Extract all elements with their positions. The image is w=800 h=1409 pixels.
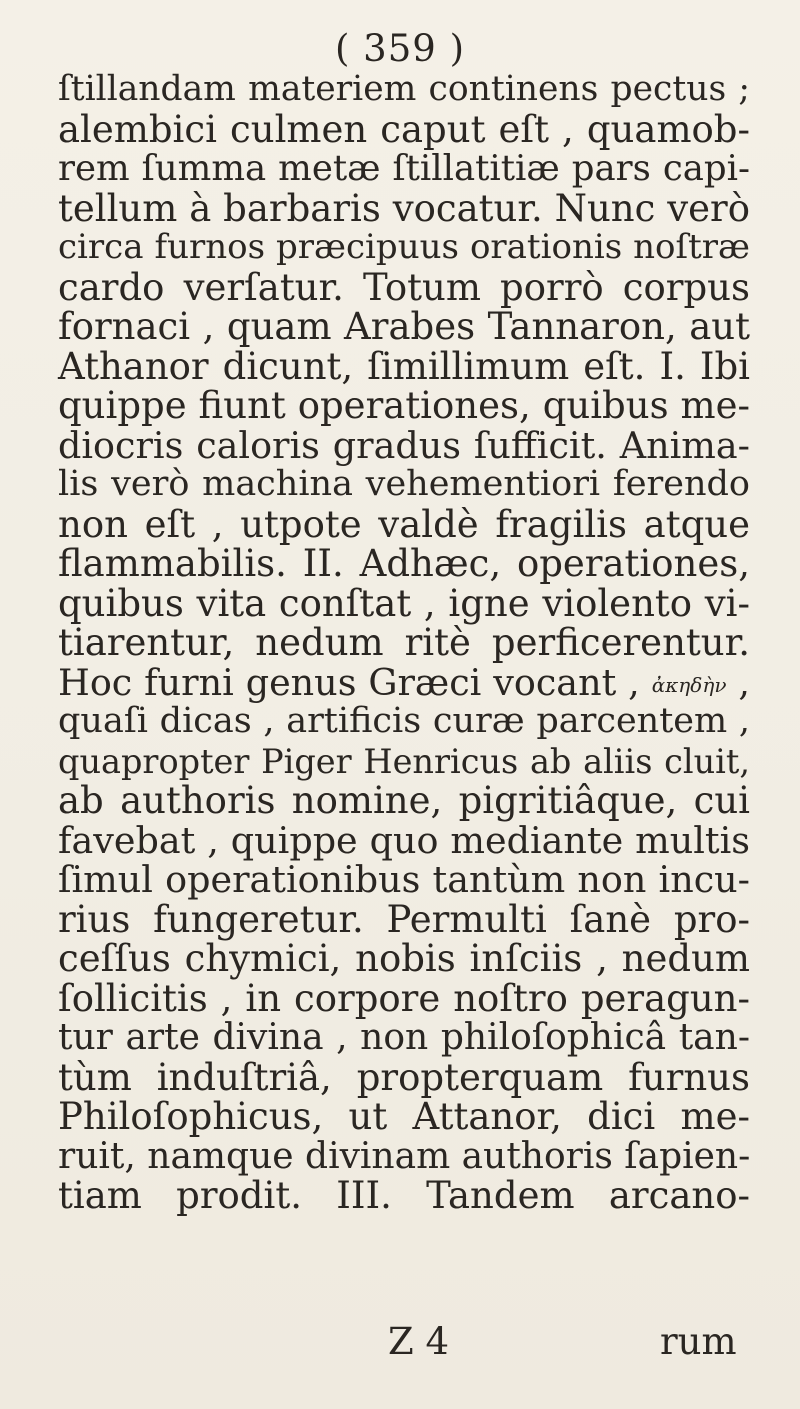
text-line: quippe fiunt operationes, quibus me- xyxy=(58,384,750,427)
catchword: rum xyxy=(660,1320,737,1363)
text-line: circa furnos præcipuus orationis noſtræ xyxy=(58,227,750,267)
text-line: Philoſophicus, ut Attanor, dici me- xyxy=(58,1095,750,1138)
text-line: tiam prodit. III. Tandem arcano- xyxy=(58,1174,750,1217)
text-segment: Hoc furni genus Græci vocant , xyxy=(58,660,640,704)
body-text xyxy=(58,70,750,1216)
text-line: rius fungeretur. Permulti ſanè pro- xyxy=(58,897,750,941)
signature-mark: Z 4 xyxy=(388,1320,450,1363)
text-line: ſimul operationibus tantùm non incu- xyxy=(58,858,750,901)
text-line: favebat , quippe quo mediante multis xyxy=(58,818,750,862)
greek-word: ἀκηδὴν xyxy=(651,672,727,697)
page-number-header: ( 359 ) xyxy=(334,27,465,70)
text-line: fornaci , quam Arabes Tannaron, aut xyxy=(58,305,750,348)
text-line-with-greek xyxy=(58,660,751,704)
text-line: quibus vita conſtat , igne violento vi- xyxy=(58,581,750,625)
text-line: tellum à barbaris vocatur. Nunc verò xyxy=(58,186,750,230)
text-line: rem ſumma metæ ſtillatitiæ pars capi- xyxy=(58,148,750,189)
text-line: lis verò machina vehementiori ferendo xyxy=(58,464,750,504)
text-line: cardo verſatur. Totum porrò corpus xyxy=(58,265,750,309)
text-line: tiarentur, nedum ritè perficerentur. xyxy=(58,621,750,664)
text-line: ruit, namque divinam authoris ſapien- xyxy=(58,1135,751,1177)
text-line: diocris caloris gradus ſufficit. Anima- xyxy=(58,423,750,467)
text-line: alembici culmen caput eſt , quamob- xyxy=(58,107,750,151)
text-line: ceſſus chymici, nobis inſciis , nedum xyxy=(58,937,750,980)
text-line: flammabilis. II. Adhæc, operationes, xyxy=(58,542,750,585)
text-line: quapropter Piger Henricus ab aliis cluit, xyxy=(58,741,750,781)
text-line: ſollicitis , in corpore noſtro peragun- xyxy=(58,976,750,1020)
text-line: quaſi dicas , artificis curæ parcentem , xyxy=(58,701,750,741)
page-footer xyxy=(0,1322,800,1362)
text-line: Athanor dicunt, ſimillimum eſt. I. Ibi xyxy=(58,344,750,388)
text-line: tur arte divina , non philoſophicâ tan- xyxy=(58,1017,750,1058)
text-line: non eſt , utpote valdè fragilis atque xyxy=(58,502,750,546)
text-line: ab authoris nomine, pigritiâque, cui xyxy=(58,779,750,822)
text-line: ſtillandam materiem continens pectus ; xyxy=(58,69,750,109)
punctuation: , xyxy=(738,660,751,704)
text-line: tùm induſtriâ, propterquam furnus xyxy=(58,1055,750,1099)
